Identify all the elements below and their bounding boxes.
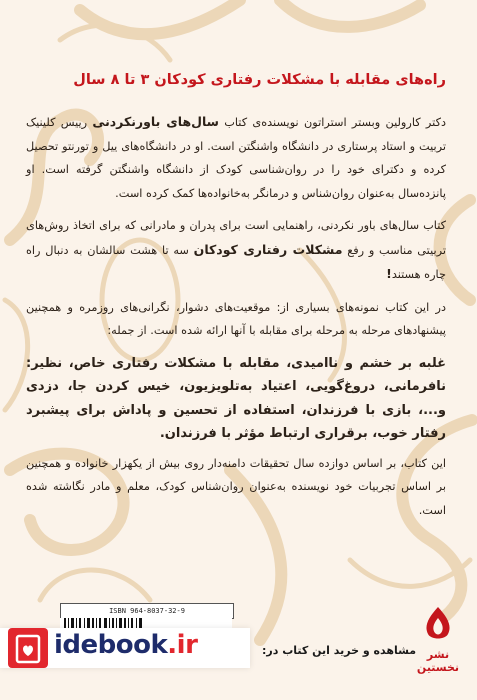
summary-mid: سه تا هشت سالشان به دنبال راه چاره هستند [26, 243, 446, 281]
paragraph-examples: در این کتاب نمونه‌های بسیاری از: موقعیت‌های دشوار، نگرانی‌های روزمره و همچنین پیشنهادهای مرحله به مرحله برای مقابله با آنها ارائه شده است. از جمله: [26, 300, 446, 337]
watermark-logo[interactable] [54, 630, 197, 660]
summary-exclaim: ! [386, 266, 392, 281]
isbn-label: ISBN 964-8037-32-9 [60, 603, 234, 619]
watermark-site: idebook [54, 630, 168, 660]
summary-intro: کتاب سال‌های باور نکردنی، راهنمایی است برای پدران و مادرانی که برای اتخاذ روش‌های تربیتی مناسب و رفع [26, 219, 447, 257]
author-intro: دکتر کارولین وبستر استراتون نویسنده‌ی کتاب [224, 116, 446, 129]
watermark-tld: .ir [167, 630, 198, 660]
paragraph-topics: غلبه بر خشم و ناامیدی، مقابله با مشکلات رفتاری خاص، نظیر: نافرمانی، دروغ‌گویی، اعتیاد به‌تلویزیون، خیس کردن جا، دزدی و...، بازی با فرزندان، استفاده از تحسین و پاداش برای پیشبرد رفتار خوب، برقراری ارتباط مؤثر با فرزندان. [26, 355, 446, 441]
author-bio: رییس کلینیک تربیت و استاد پرستاری در دانشگاه واشنگتن است. او در دانشگاه‌های ییل و تورنتو تحصیل کرده و دکترای خود را در روان‌شناسی کودک از دانشگاه واشنگتن گرفته است. او پانزده‌سال به‌عنوان روان‌شناس و درمانگر به‌خانواده‌ها کمک کرده است. [26, 116, 446, 200]
summary-bold: مشکلات رفتاری کودکان [193, 241, 343, 257]
publisher-logo-icon [418, 604, 458, 644]
text-block [26, 72, 446, 531]
publisher-name: نشر نخستین [416, 648, 460, 674]
book-icon [8, 628, 48, 668]
paragraph-author [26, 110, 446, 205]
page-title: راه‌های مقابله با مشکلات رفتاری کودکان ۳ تا ۸ سال [73, 72, 446, 88]
book-title-inline: سال‌های باورنکردنی [92, 114, 219, 129]
paragraph-summary [26, 214, 446, 287]
watermark-buy-text: مشاهده و خرید این کتاب در: [262, 644, 417, 657]
paragraph-research: این کتاب، بر اساس دوازده سال تحقیقات دامنه‌دار روی بیش از یکهزار خانواده و همچنین بر اساس تجربیات خود نویسنده به‌عنوان روان‌شناس کودک، معلم و مادر نگاشته شده است. [26, 456, 446, 517]
